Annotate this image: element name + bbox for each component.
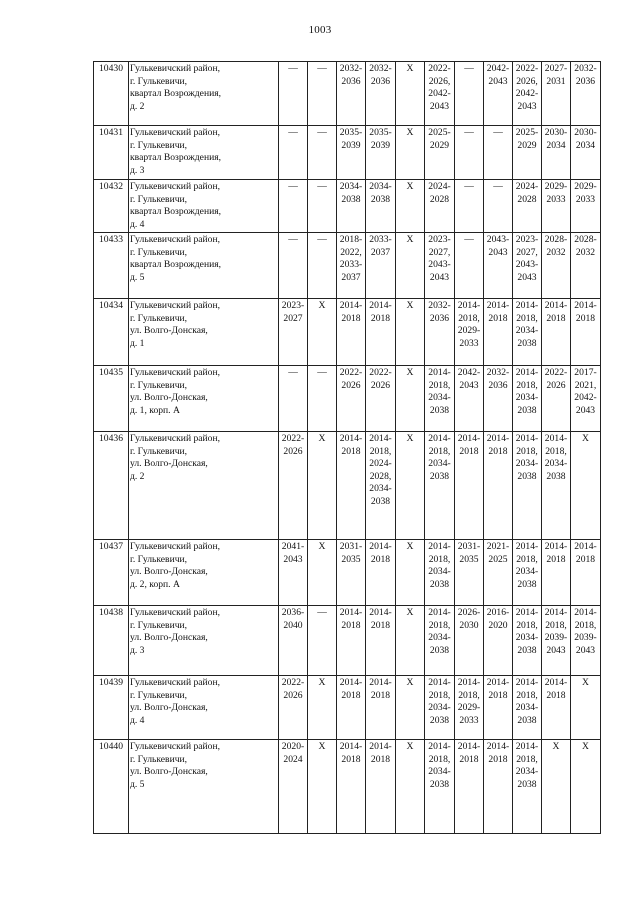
period-cell: X — [396, 299, 425, 366]
period-cell: X — [542, 740, 571, 834]
period-cell: — — [308, 366, 337, 432]
address-cell: Гулькевичский район, г. Гулькевичи, квартал Возрождения, д. 4 — [129, 180, 279, 233]
address-cell: Гулькевичский район, г. Гулькевичи, ул. Волго-Донская, д. 3 — [129, 606, 279, 676]
period-cell: 2022- 2026, 2042- 2043 — [513, 62, 542, 126]
period-cell: 2031- 2035 — [337, 540, 366, 606]
period-cell: 2020- 2024 — [279, 740, 308, 834]
record-number: 10430 — [94, 62, 129, 126]
address-cell: Гулькевичский район, г. Гулькевичи, ул. Волго-Донская, д. 2 — [129, 432, 279, 540]
period-cell: 2014- 2018 — [337, 432, 366, 540]
period-cell: — — [455, 62, 484, 126]
period-cell: 2014- 2018 — [366, 606, 396, 676]
period-cell: 2022- 2026 — [366, 366, 396, 432]
period-cell: X — [571, 676, 601, 740]
period-cell: 2017- 2021, 2042- 2043 — [571, 366, 601, 432]
period-cell: 2014- 2018, 2039- 2043 — [571, 606, 601, 676]
period-cell: 2014- 2018 — [366, 540, 396, 606]
table-row — [94, 126, 601, 180]
period-cell: — — [279, 126, 308, 180]
period-cell: — — [279, 62, 308, 126]
period-cell: 2022- 2026 — [279, 432, 308, 540]
period-cell: — — [455, 233, 484, 299]
record-number: 10437 — [94, 540, 129, 606]
period-cell: — — [279, 233, 308, 299]
period-cell: 2024- 2028 — [513, 180, 542, 233]
table-row — [94, 366, 601, 432]
period-cell: 2014- 2018 — [337, 676, 366, 740]
period-cell: 2034- 2038 — [337, 180, 366, 233]
period-cell: 2014- 2018, 2034- 2038 — [513, 432, 542, 540]
period-cell: 2024- 2028 — [425, 180, 455, 233]
table-row — [94, 299, 601, 366]
period-cell: — — [455, 180, 484, 233]
period-cell: 2014- 2018 — [366, 299, 396, 366]
period-cell: 2035- 2039 — [366, 126, 396, 180]
period-cell: 2014- 2018, 2034- 2038 — [425, 606, 455, 676]
period-cell: 2025- 2029 — [425, 126, 455, 180]
period-cell: X — [396, 740, 425, 834]
period-cell: 2014- 2018, 2034- 2038 — [542, 432, 571, 540]
period-cell: X — [308, 299, 337, 366]
period-cell: — — [308, 180, 337, 233]
period-cell: — — [308, 62, 337, 126]
period-cell: 2014- 2018 — [542, 540, 571, 606]
period-cell: X — [308, 540, 337, 606]
period-cell: 2014- 2018 — [484, 676, 513, 740]
period-cell: 2022- 2026 — [279, 676, 308, 740]
period-cell: 2025- 2029 — [513, 126, 542, 180]
period-cell: 2014- 2018, 2034- 2038 — [513, 366, 542, 432]
record-number: 10436 — [94, 432, 129, 540]
period-cell: 2014- 2018, 2034- 2038 — [425, 540, 455, 606]
period-cell: — — [484, 126, 513, 180]
period-cell: 2033- 2037 — [366, 233, 396, 299]
period-cell: 2032- 2036 — [425, 299, 455, 366]
period-cell: 2014- 2018 — [455, 432, 484, 540]
period-cell: 2014- 2018 — [337, 606, 366, 676]
table-row — [94, 540, 601, 606]
period-cell: 2029- 2033 — [542, 180, 571, 233]
period-cell: 2014- 2018, 2034- 2038 — [425, 432, 455, 540]
period-cell: 2032- 2036 — [366, 62, 396, 126]
period-cell: X — [396, 606, 425, 676]
period-cell: — — [308, 606, 337, 676]
address-cell: Гулькевичский район, г. Гулькевичи, ул. Волго-Донская, д. 5 — [129, 740, 279, 834]
address-cell: Гулькевичский район, г. Гулькевичи, ул. Волго-Донская, д. 1, корп. А — [129, 366, 279, 432]
period-cell: — — [279, 366, 308, 432]
period-cell: — — [308, 126, 337, 180]
period-cell: 2014- 2018, 2034- 2038 — [513, 540, 542, 606]
period-cell: — — [308, 233, 337, 299]
period-cell: 2014- 2018, 2034- 2038 — [425, 366, 455, 432]
period-cell: 2026- 2030 — [455, 606, 484, 676]
period-cell: X — [308, 740, 337, 834]
period-cell: 2014- 2018, 2039- 2043 — [542, 606, 571, 676]
period-cell: 2014- 2018, 2029- 2033 — [455, 676, 484, 740]
address-cell: Гулькевичский район, г. Гулькевичи, ул. Волго-Донская, д. 4 — [129, 676, 279, 740]
period-cell: 2014- 2018, 2024- 2028, 2034- 2038 — [366, 432, 396, 540]
period-cell: 2014- 2018 — [542, 299, 571, 366]
period-cell: 2023- 2027, 2043- 2043 — [425, 233, 455, 299]
period-cell: 2014- 2018, 2034- 2038 — [425, 676, 455, 740]
period-cell: 2028- 2032 — [542, 233, 571, 299]
period-cell: 2018- 2022, 2033- 2037 — [337, 233, 366, 299]
period-cell: 2028- 2032 — [571, 233, 601, 299]
table-row — [94, 676, 601, 740]
period-cell: X — [571, 740, 601, 834]
period-cell: 2022- 2026, 2042- 2043 — [425, 62, 455, 126]
period-cell: 2041- 2043 — [279, 540, 308, 606]
period-cell: X — [396, 540, 425, 606]
period-cell: X — [396, 62, 425, 126]
period-cell: 2014- 2018 — [484, 432, 513, 540]
period-cell: X — [308, 432, 337, 540]
period-cell: X — [396, 676, 425, 740]
table-row — [94, 432, 601, 540]
period-cell: 2014- 2018, 2034- 2038 — [513, 676, 542, 740]
address-cell: Гулькевичский район, г. Гулькевичи, ул. Волго-Донская, д. 1 — [129, 299, 279, 366]
period-cell: 2029- 2033 — [571, 180, 601, 233]
period-cell: 2032- 2036 — [571, 62, 601, 126]
record-number: 10440 — [94, 740, 129, 834]
period-cell: 2034- 2038 — [366, 180, 396, 233]
period-cell: 2043- 2043 — [484, 233, 513, 299]
address-cell: Гулькевичский район, г. Гулькевичи, ул. Волго-Донская, д. 2, корп. А — [129, 540, 279, 606]
period-cell: 2014- 2018, 2034- 2038 — [513, 606, 542, 676]
period-cell: 2014- 2018 — [484, 740, 513, 834]
period-cell: — — [484, 180, 513, 233]
period-cell: X — [396, 233, 425, 299]
period-cell: 2030- 2034 — [571, 126, 601, 180]
period-cell: 2022- 2026 — [542, 366, 571, 432]
period-cell: 2014- 2018 — [337, 299, 366, 366]
period-cell: 2030- 2034 — [542, 126, 571, 180]
period-cell: 2021- 2025 — [484, 540, 513, 606]
period-cell: 2023- 2027 — [279, 299, 308, 366]
table-row — [94, 180, 601, 233]
period-cell: 2014- 2018, 2034- 2038 — [425, 740, 455, 834]
period-cell: X — [396, 432, 425, 540]
period-cell: 2014- 2018 — [484, 299, 513, 366]
record-number: 10432 — [94, 180, 129, 233]
period-cell: — — [455, 126, 484, 180]
record-number: 10439 — [94, 676, 129, 740]
period-cell: 2014- 2018 — [366, 676, 396, 740]
period-cell: 2014- 2018, 2034- 2038 — [513, 740, 542, 834]
period-cell: 2014- 2018 — [455, 740, 484, 834]
period-cell: X — [308, 676, 337, 740]
address-cell: Гулькевичский район, г. Гулькевичи, квартал Возрождения, д. 3 — [129, 126, 279, 180]
table-row — [94, 233, 601, 299]
period-cell: 2032- 2036 — [484, 366, 513, 432]
period-cell: 2014- 2018 — [571, 299, 601, 366]
period-cell: 2031- 2035 — [455, 540, 484, 606]
period-cell: 2042- 2043 — [484, 62, 513, 126]
period-cell: X — [396, 366, 425, 432]
period-cell: 2036- 2040 — [279, 606, 308, 676]
record-number: 10435 — [94, 366, 129, 432]
table-row — [94, 740, 601, 834]
record-number: 10434 — [94, 299, 129, 366]
period-cell: 2042- 2043 — [455, 366, 484, 432]
period-cell: 2023- 2027, 2043- 2043 — [513, 233, 542, 299]
page-number: 1003 — [308, 24, 332, 36]
record-number: 10438 — [94, 606, 129, 676]
period-cell: 2032- 2036 — [337, 62, 366, 126]
period-cell: 2014- 2018, 2029- 2033 — [455, 299, 484, 366]
table-row — [94, 606, 601, 676]
period-cell: 2014- 2018 — [542, 676, 571, 740]
record-number: 10433 — [94, 233, 129, 299]
register-table — [93, 61, 601, 834]
period-cell: 2014- 2018 — [366, 740, 396, 834]
period-cell: 2016- 2020 — [484, 606, 513, 676]
period-cell: 2022- 2026 — [337, 366, 366, 432]
table-row — [94, 62, 601, 126]
period-cell: X — [571, 432, 601, 540]
period-cell: 2014- 2018 — [571, 540, 601, 606]
period-cell: X — [396, 126, 425, 180]
address-cell: Гулькевичский район, г. Гулькевичи, квартал Возрождения, д. 2 — [129, 62, 279, 126]
period-cell: 2035- 2039 — [337, 126, 366, 180]
record-number: 10431 — [94, 126, 129, 180]
period-cell: — — [279, 180, 308, 233]
period-cell: 2027- 2031 — [542, 62, 571, 126]
period-cell: X — [396, 180, 425, 233]
address-cell: Гулькевичский район, г. Гулькевичи, квартал Возрождения, д. 5 — [129, 233, 279, 299]
period-cell: 2014- 2018 — [337, 740, 366, 834]
period-cell: 2014- 2018, 2034- 2038 — [513, 299, 542, 366]
